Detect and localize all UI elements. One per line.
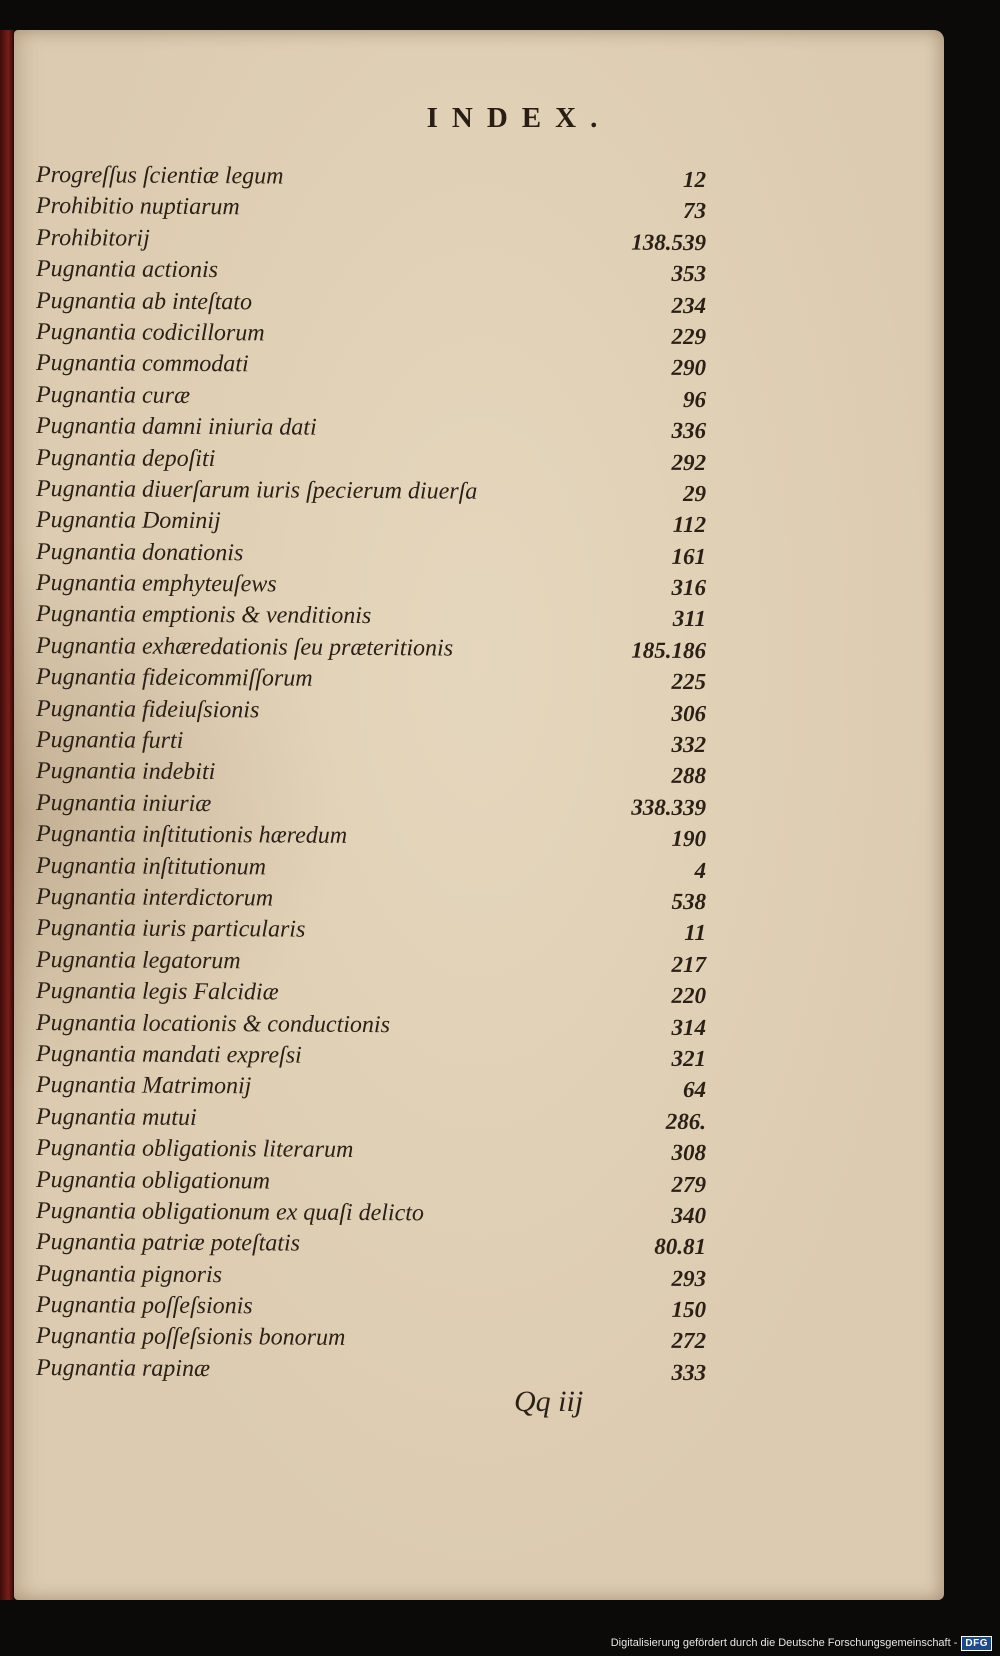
entry-page-number: 217 [671, 951, 707, 977]
entry-term: Pugnantia mutui [35, 1103, 197, 1131]
entry-term: Pugnantia inſtitutionum [35, 852, 267, 880]
index-entry [36, 945, 706, 980]
entry-page-number: 272 [671, 1328, 707, 1354]
entry-term: Pugnantia damni iniuria dati [35, 413, 317, 441]
index-entry [36, 286, 706, 321]
entry-page-number: 538 [671, 888, 707, 915]
entry-term: Pugnantia indebiti [35, 758, 216, 786]
entry-page-number: 336 [671, 418, 707, 444]
index-entry [36, 1227, 706, 1262]
entry-page-number: 185.186 [631, 637, 707, 663]
index-entry [36, 882, 706, 917]
index-entry [36, 191, 706, 226]
digitization-credit [611, 1632, 992, 1654]
entry-page-number: 340 [671, 1202, 707, 1228]
entry-term: Pugnantia depoſiti [35, 444, 216, 472]
entry-term: Pugnantia exhæredationis ſeu præteritionis [35, 632, 454, 662]
entry-page-number: 64 [682, 1077, 707, 1103]
entry-page-number: 292 [671, 449, 707, 475]
entry-term: Pugnantia mandati expreſsi [35, 1040, 302, 1069]
index-entry [36, 599, 706, 634]
index-list [36, 160, 706, 1384]
index-entry [36, 317, 706, 352]
entry-term: Pugnantia poſſeſsionis bonorum [35, 1323, 346, 1352]
entry-page-number: 353 [671, 261, 707, 287]
entry-term: Pugnantia curæ [35, 381, 191, 409]
entry-page-number: 338.339 [631, 794, 707, 820]
entry-page-number: 190 [671, 826, 707, 852]
entry-term: Pugnantia interdictorum [35, 883, 274, 912]
entry-page-number: 80.81 [654, 1234, 707, 1260]
index-entry [36, 662, 706, 697]
index-entry [36, 976, 706, 1011]
dfg-logo: DFG [961, 1636, 992, 1651]
entry-term: Pugnantia Dominij [35, 507, 221, 535]
index-entry [36, 411, 706, 446]
entry-term: Pugnantia fideiuſsionis [35, 695, 260, 724]
entry-term: Pugnantia rapinæ [35, 1354, 211, 1382]
index-entry [36, 505, 706, 540]
entry-page-number: 293 [671, 1265, 707, 1291]
entry-term: Pugnantia furti [35, 727, 184, 754]
index-entry [36, 1133, 706, 1168]
index-entry [36, 537, 706, 572]
entry-term: Prohibitio nuptiarum [35, 193, 240, 221]
entry-page-number: 112 [672, 512, 707, 538]
entry-term: Pugnantia emphyteuſews [35, 570, 277, 598]
entry-page-number: 311 [672, 606, 707, 632]
entry-page-number: 96 [682, 386, 707, 412]
entry-term: Pugnantia legatorum [35, 946, 241, 975]
index-entry [36, 474, 706, 509]
entry-page-number: 316 [671, 574, 707, 601]
entry-page-number: 4 [694, 857, 707, 883]
entry-page-number: 29 [682, 480, 707, 506]
index-entry [36, 1165, 706, 1200]
entry-page-number: 161 [671, 543, 707, 569]
index-entry [36, 913, 706, 948]
entry-page-number: 314 [671, 1014, 707, 1040]
entry-term: Pugnantia poſſeſsionis [35, 1292, 253, 1320]
signature-mark: Qq iij [514, 1385, 584, 1418]
entry-page-number: 225 [671, 669, 707, 695]
entry-page-number: 286. [665, 1108, 707, 1134]
entry-term: Pugnantia iniuriæ [35, 789, 212, 817]
entry-term: Pugnantia commodati [35, 350, 249, 378]
entry-page-number: 332 [671, 731, 707, 758]
entry-term: Pugnantia codicillorum [35, 318, 265, 347]
index-entry [36, 1102, 706, 1137]
entry-term: Pugnantia Matrimonij [35, 1072, 252, 1100]
entry-page-number: 234 [671, 292, 707, 318]
credit-text: Digitalisierung gefördert durch die Deutsche Forschungsgemeinschaft - [610, 1637, 958, 1649]
entry-page-number: 220 [671, 983, 707, 1009]
entry-term: Pugnantia ab inteſtato [35, 287, 253, 315]
index-entry [36, 1008, 706, 1043]
entry-term: Pugnantia locationis & conductionis [35, 1009, 391, 1038]
entry-term: Prohibitorij [35, 224, 150, 252]
entry-term: Pugnantia legis Falcidiæ [35, 978, 279, 1006]
index-entry [36, 631, 706, 666]
book-page [14, 30, 944, 1600]
page-title: INDEX. [426, 102, 612, 134]
entry-term: Pugnantia inſtitutionis hæredum [35, 821, 348, 850]
entry-term: Pugnantia iuris particularis [35, 915, 306, 944]
index-entry [36, 1039, 706, 1074]
entry-term: Pugnantia obligationum ex quaſi delicto [35, 1197, 425, 1227]
index-entry [36, 348, 706, 383]
entry-term: Pugnantia donationis [35, 538, 244, 566]
index-entry [36, 1259, 706, 1294]
index-entry [36, 160, 706, 195]
entry-page-number: 12 [682, 166, 707, 193]
index-entry [36, 756, 706, 791]
entry-term: Pugnantia diuerſarum iuris ſpecierum diuerſa [35, 475, 478, 505]
index-entry [36, 1353, 706, 1388]
index-entry [36, 1196, 706, 1231]
index-entry [36, 1321, 706, 1356]
entry-page-number: 306 [671, 700, 707, 726]
entry-page-number: 229 [671, 323, 707, 350]
index-entry [36, 223, 706, 258]
entry-page-number: 333 [671, 1359, 707, 1385]
index-entry [36, 380, 706, 415]
entry-term: Pugnantia patriæ poteſtatis [35, 1229, 301, 1257]
entry-term: Pugnantia fideicommiſſorum [35, 664, 313, 692]
entry-page-number: 321 [671, 1045, 707, 1072]
entry-page-number: 308 [671, 1139, 707, 1166]
entry-page-number: 73 [682, 198, 707, 224]
entry-term: Progreſſus ſcientiæ legum [35, 162, 284, 190]
entry-page-number: 290 [671, 355, 707, 381]
entry-page-number: 288 [671, 763, 707, 789]
index-entry [36, 819, 706, 854]
entry-term: Pugnantia pignoris [35, 1260, 223, 1288]
entry-page-number: 11 [684, 920, 707, 946]
entry-term: Pugnantia obligationum [35, 1166, 271, 1194]
entry-page-number: 279 [671, 1171, 707, 1197]
book-spine-edge [0, 30, 14, 1600]
index-entry [36, 788, 706, 823]
index-entry [36, 1070, 706, 1105]
entry-page-number: 150 [671, 1296, 707, 1323]
index-entry [36, 568, 706, 603]
index-entry [36, 725, 706, 760]
index-entry [36, 694, 706, 729]
entry-page-number: 138.539 [631, 229, 707, 255]
entry-term: Pugnantia actionis [35, 256, 219, 284]
entry-term: Pugnantia emptionis & venditionis [35, 601, 372, 630]
entry-term: Pugnantia obligationis literarum [35, 1135, 354, 1164]
index-entry [36, 1290, 706, 1325]
index-entry [36, 254, 706, 289]
index-entry [36, 851, 706, 886]
index-entry [36, 443, 706, 478]
